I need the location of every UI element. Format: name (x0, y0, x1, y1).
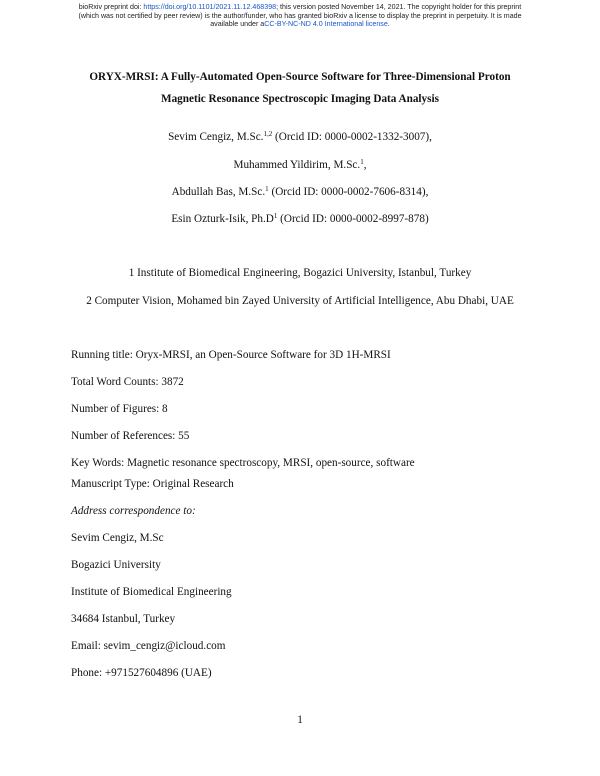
author-name: Muhammed Yildirim, M.Sc. (233, 159, 361, 171)
banner-license-prefix: available under a (210, 20, 265, 29)
banner-line-3 (0, 20, 600, 29)
author-name: Abdullah Bas, M.Sc. (171, 186, 266, 198)
banner-line-3-suffix: . (387, 20, 390, 29)
doi-link[interactable]: https://doi.org/10.1101/2021.11.12.468398 (143, 3, 277, 11)
banner-doi-prefix: bioRxiv preprint doi: (78, 3, 144, 11)
correspondence-university: Bogazici University (71, 559, 161, 571)
author-orcid: , (363, 159, 367, 171)
paper-title-line-1: ORYX-MRSI: A Fully-Automated Open-Source Software for Three-Dimensional Proton (89, 71, 511, 83)
preprint-banner (0, 3, 600, 29)
author-orcid: (Orcid ID: 0000-0002-8997-878) (277, 213, 429, 225)
correspondence-name: Sevim Cengiz, M.Sc (71, 532, 164, 544)
author-1 (0, 130, 600, 144)
paper-title-line-2: Magnetic Resonance Spectroscopic Imaging Data Analysis (161, 93, 439, 105)
word-count: Total Word Counts: 3872 (71, 376, 184, 388)
author-3 (0, 185, 600, 199)
author-affil-sup: 1 (360, 158, 364, 166)
reference-count: Number of References: 55 (71, 430, 190, 442)
affiliation-2: 2 Computer Vision, Mohamed bin Zayed University of Artificial Intelligence, Abu Dhabi, UAE (86, 295, 514, 307)
author-affil-sup: 1 (265, 185, 269, 193)
figure-count: Number of Figures: 8 (71, 403, 168, 415)
affiliation-1: 1 Institute of Biomedical Engineering, Bogazici University, Istanbul, Turkey (128, 267, 472, 279)
author-2 (0, 158, 600, 172)
author-name: Sevim Cengiz, M.Sc. (168, 131, 264, 143)
author-name: Esin Ozturk-Isik, Ph.D (171, 213, 274, 225)
correspondence-phone: Phone: +971527604896 (UAE) (71, 667, 212, 679)
page-number: 1 (297, 714, 303, 726)
author-4 (0, 212, 600, 226)
correspondence-heading: Address correspondence to: (71, 505, 196, 517)
author-affil-sup: 1,2 (263, 130, 273, 138)
author-affil-sup: 1 (273, 212, 278, 220)
key-words: Key Words: Magnetic resonance spectroscopy, MRSI, open-source, software (71, 457, 415, 469)
manuscript-type: Manuscript Type: Original Research (71, 478, 234, 490)
banner-line-1-suffix: ; this version posted November 14, 2021. The copyright holder for this preprint (276, 3, 522, 11)
license-link[interactable]: CC-BY-NC-ND 4.0 International license (264, 20, 388, 29)
running-title: Running title: Oryx-MRSI, an Open-Source Software for 3D 1H-MRSI (71, 349, 391, 361)
author-orcid: (Orcid ID: 0000-0002-1332-3007), (272, 131, 432, 143)
banner-line-1 (0, 3, 600, 12)
correspondence-institute: Institute of Biomedical Engineering (71, 586, 232, 598)
correspondence-email: Email: sevim_cengiz@icloud.com (71, 640, 226, 652)
banner-line-2: (which was not certified by peer review) is the author/funder, who has granted bioRxiv a license to display the preprint in perpetuity. It is made (78, 11, 522, 20)
correspondence-city: 34684 Istanbul, Turkey (71, 613, 176, 625)
author-orcid: (Orcid ID: 0000-0002-7606-8314), (268, 186, 429, 198)
